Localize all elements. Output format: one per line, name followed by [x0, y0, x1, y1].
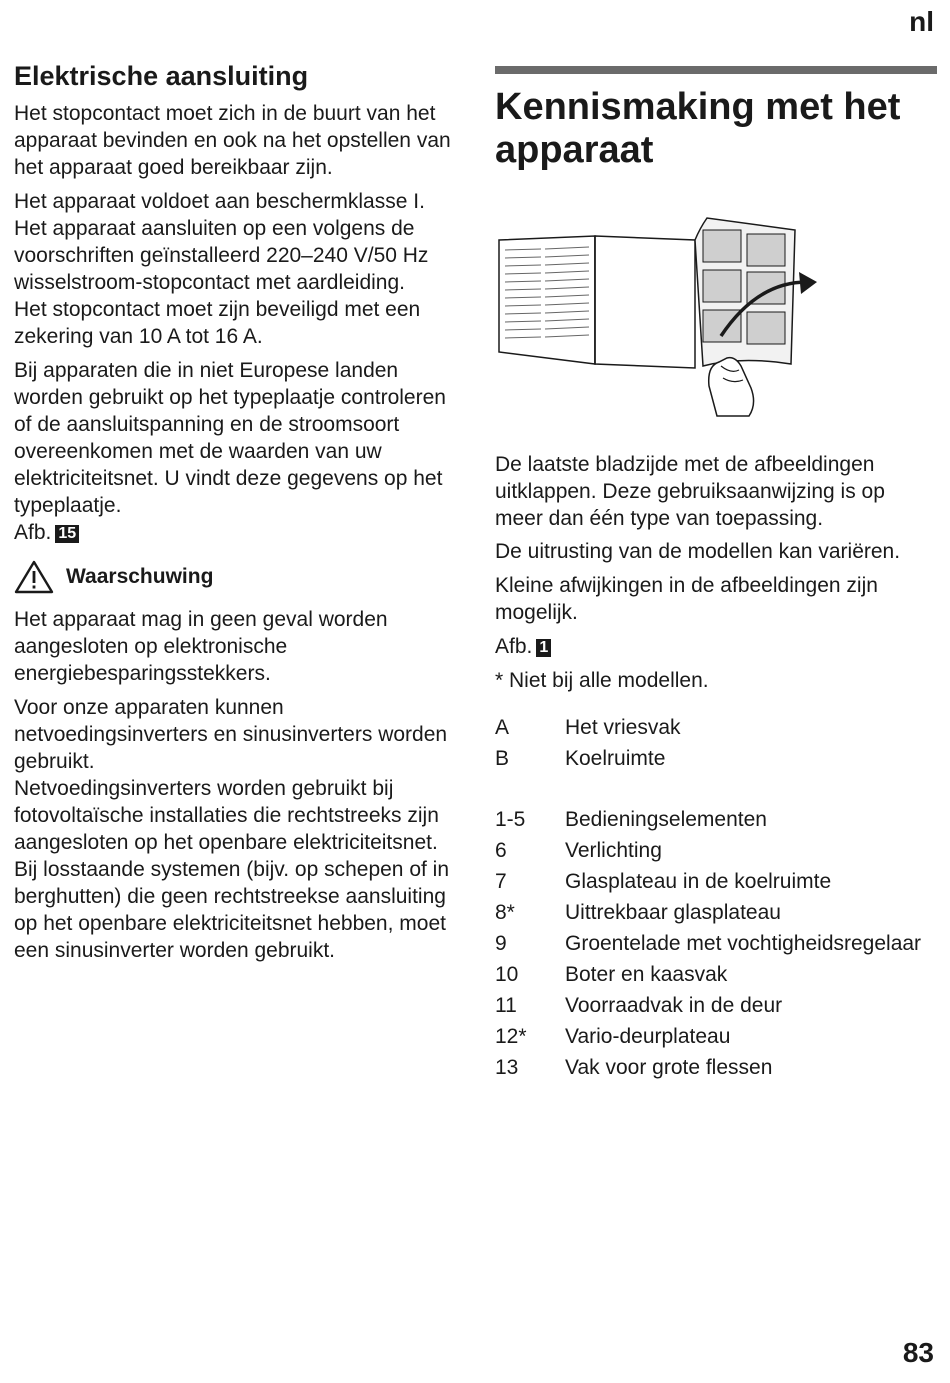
figure-number-badge: 1 [536, 639, 551, 657]
legend-label: Vario-deurplateau [565, 1025, 731, 1048]
legend-key: 6 [495, 839, 507, 862]
footnote: * Niet bij alle modellen. [495, 669, 709, 692]
legend-key: 9 [495, 932, 507, 955]
page-number: 83 [902, 1337, 934, 1368]
legend-label: Glasplateau in de koelruimte [565, 870, 832, 893]
paragraph: De laatste bladzijde met de afbeeldingen uitklappen. Deze gebruiksaanwijzing is op meer dan één type van toepassing. [495, 453, 885, 530]
warning-title: Waarschuwing [66, 565, 214, 589]
right-column [495, 66, 937, 1085]
legend-key: B [495, 747, 510, 770]
legend-key: 8* [495, 901, 515, 924]
paragraph: Kleine afwijkingen in de afbeeldingen zijn mogelijk. [495, 574, 878, 624]
warning-triangle-icon [14, 560, 54, 594]
paragraph: Het apparaat mag in geen geval worden aangesloten op elektronische energiebesparingsstekkers. [14, 608, 388, 686]
chapter-title: Kennismaking met het apparaat [495, 86, 901, 171]
component-legend [495, 714, 937, 1081]
paragraph: Netvoedingsinverters worden gebruikt bij fotovoltaïsche installaties die rechtstreeks zijn aangesloten op het openbare elektriciteitsnet. Bij losstaande systemen (bijv. op schepen of in berghutten) die geen rechtstreekse aansluiting op het openbare elektriciteitsnet hebben, moet een sinusinverter worden gebruikt. [14, 777, 450, 963]
legend-label: Groentelade met vochtigheidsregelaar [565, 932, 922, 955]
legend-label: Bedieningselementen [565, 808, 767, 831]
paragraph: Bij apparaten die in niet Europese landen worden gebruikt op het typeplaatje controleren of de aansluitspanning en de stroomsoort overeenkomen met de waarden van uw elektriciteitsnet. U vindt deze gegevens op het typeplaatje. [14, 359, 446, 518]
legend-label: Het vriesvak [565, 716, 681, 739]
paragraph: Voor onze apparaten kunnen netvoedingsinverters en sinusinverters worden gebruikt. [14, 696, 448, 774]
paragraph: De uitrusting van de modellen kan variëren. [495, 540, 901, 563]
legend-item [495, 745, 937, 772]
legend-key: 11 [495, 994, 517, 1017]
warning-heading [14, 560, 454, 594]
figure-number-badge: 15 [55, 525, 79, 543]
legend-item [495, 714, 937, 741]
paragraph: Het stopcontact moet zijn beveiligd met een zekering van 10 A tot 16 A. [14, 298, 421, 349]
legend-key: 10 [495, 963, 519, 986]
figure-reference [14, 519, 454, 546]
legend-key: 1-5 [495, 808, 526, 831]
paragraph: Het stopcontact moet zich in de buurt van het apparaat bevinden en ook na het opstellen van het apparaat goed bereikbaar zijn. [14, 102, 451, 180]
legend-item [495, 992, 937, 1019]
legend-item [495, 806, 937, 833]
legend-key: 13 [495, 1056, 519, 1079]
left-column [14, 60, 454, 971]
legend-item [495, 899, 937, 926]
section-title: Elektrische aansluiting [14, 61, 309, 91]
legend-item [495, 1054, 937, 1081]
section-rule [495, 66, 937, 74]
figure-reference [495, 633, 937, 660]
legend-key: 12* [495, 1025, 527, 1048]
unfold-page-illustration [495, 216, 937, 426]
legend-label: Uittrekbaar glasplateau [565, 901, 781, 924]
legend-label: Verlichting [565, 839, 662, 862]
legend-label: Vak voor grote flessen [565, 1056, 773, 1079]
legend-item [495, 837, 937, 864]
legend-label: Koelruimte [565, 747, 666, 770]
legend-label: Voorraadvak in de deur [565, 994, 783, 1017]
language-code: nl [909, 6, 934, 37]
paragraph: Het apparaat voldoet aan beschermklasse I. Het apparaat aansluiten op een volgens de voorschriften geïnstalleerd 220–240 V/50 Hz wisselstroom-stopcontact met aardleiding. [14, 190, 429, 295]
legend-key: A [495, 716, 510, 739]
figure-label: Afb. [14, 521, 52, 545]
legend-label: Boter en kaasvak [565, 963, 728, 986]
legend-item [495, 961, 937, 988]
figure-label: Afb. [495, 635, 533, 658]
legend-item [495, 1023, 937, 1050]
legend-item [495, 868, 937, 895]
legend-item [495, 930, 937, 957]
legend-key: 7 [495, 870, 507, 893]
